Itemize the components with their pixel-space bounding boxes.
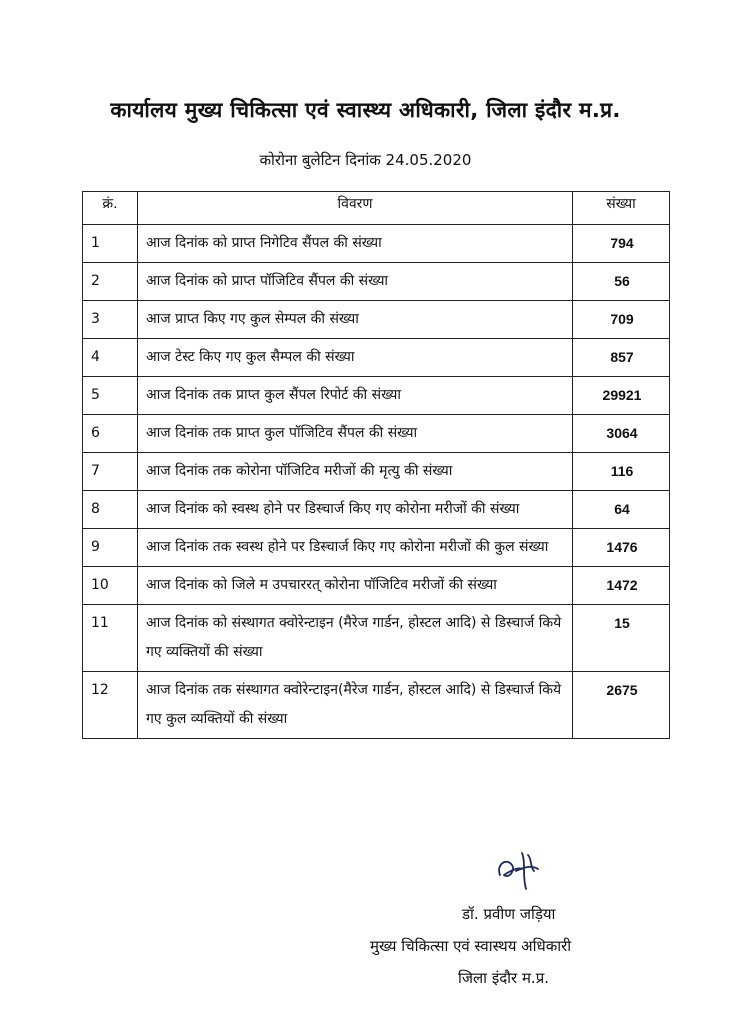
row-count: 64 xyxy=(573,491,670,529)
row-number: 6 xyxy=(83,415,138,453)
page-title: कार्यालय मुख्य चिकित्सा एवं स्वास्थ्य अधिकारी, जिला इंदौर म.प्र. xyxy=(110,98,621,122)
row-count: 1472 xyxy=(573,567,670,605)
table-row xyxy=(83,301,670,339)
row-description: आज दिनांक तक संस्थागत क्वोरेन्टाइन(मैरेज गार्डन, होस्टल आदि) से डिस्चार्ज किये गए कुल व्यक्तियों की संख्या xyxy=(138,672,573,739)
signatory-block xyxy=(370,898,700,994)
row-count: 3064 xyxy=(573,415,670,453)
row-description: आज दिनांक तक स्वस्थ होने पर डिस्चार्ज किए गए कोरोना मरीजों की कुल संख्या xyxy=(138,529,573,567)
row-description: आज दिनांक को जिले म उपचाररत् कोरोना पॉजिटिव मरीजों की संख्या xyxy=(138,567,573,605)
table-row xyxy=(83,672,670,739)
row-number: 8 xyxy=(83,491,138,529)
row-count: 15 xyxy=(573,605,670,672)
row-number: 10 xyxy=(83,567,138,605)
column-header-description: विवरण xyxy=(138,192,573,225)
row-description: आज दिनांक तक कोरोना पॉजिटिव मरीजों की मृत्यु की संख्या xyxy=(138,453,573,491)
table-row xyxy=(83,263,670,301)
row-number: 4 xyxy=(83,339,138,377)
row-description: आज दिनांक तक प्राप्त कुल सैंपल रिपोर्ट की संख्या xyxy=(138,377,573,415)
row-count: 709 xyxy=(573,301,670,339)
signatory-name: डॉ. प्रवीण जड़िया xyxy=(462,905,556,923)
table-row xyxy=(83,491,670,529)
row-count: 56 xyxy=(573,263,670,301)
table-row xyxy=(83,453,670,491)
table-row xyxy=(83,415,670,453)
column-header-count: संख्या xyxy=(573,192,670,225)
signatory-designation: मुख्य चिकित्सा एवं स्वास्थय अधिकारी xyxy=(370,937,572,955)
row-number: 1 xyxy=(83,225,138,263)
row-count: 29921 xyxy=(573,377,670,415)
handwritten-signature xyxy=(492,845,554,897)
table-row xyxy=(83,377,670,415)
row-count: 2675 xyxy=(573,672,670,739)
signatory-location: जिला इंदौर म.प्र. xyxy=(458,969,549,987)
row-description: आज टेस्ट किए गए कुल सैम्पल की संख्या xyxy=(138,339,573,377)
table-row xyxy=(83,605,670,672)
row-description: आज दिनांक को स्वस्थ होने पर डिस्चार्ज किए गए कोरोना मरीजों की संख्या xyxy=(138,491,573,529)
row-number: 12 xyxy=(83,672,138,739)
table-row xyxy=(83,529,670,567)
bulletin-date: कोरोना बुलेटिन दिनांक 24.05.2020 xyxy=(259,151,472,169)
row-description: आज प्राप्त किए गए कुल सेम्पल की संख्या xyxy=(138,301,573,339)
row-number: 2 xyxy=(83,263,138,301)
row-number: 3 xyxy=(83,301,138,339)
row-description: आज दिनांक को प्राप्त निगेटिव सैंपल की संख्या xyxy=(138,225,573,263)
row-number: 11 xyxy=(83,605,138,672)
row-count: 794 xyxy=(573,225,670,263)
row-count: 857 xyxy=(573,339,670,377)
column-header-number: क्रं. xyxy=(83,192,138,225)
row-number: 5 xyxy=(83,377,138,415)
table-row xyxy=(83,225,670,263)
row-description: आज दिनांक तक प्राप्त कुल पॉजिटिव सैंपल की संख्या xyxy=(138,415,573,453)
row-number: 9 xyxy=(83,529,138,567)
row-description: आज दिनांक को संस्थागत क्वोरेन्टाइन (मैरेज गार्डन, होस्टल आदि) से डिस्चार्ज किये गए व्यक्तियों की संख्या xyxy=(138,605,573,672)
row-count: 1476 xyxy=(573,529,670,567)
row-count: 116 xyxy=(573,453,670,491)
table-row xyxy=(83,567,670,605)
table-row xyxy=(83,339,670,377)
row-description: आज दिनांक को प्राप्त पॉजिटिव सैंपल की संख्या xyxy=(138,263,573,301)
bulletin-table xyxy=(82,191,670,739)
table-header-row xyxy=(83,192,670,225)
row-number: 7 xyxy=(83,453,138,491)
